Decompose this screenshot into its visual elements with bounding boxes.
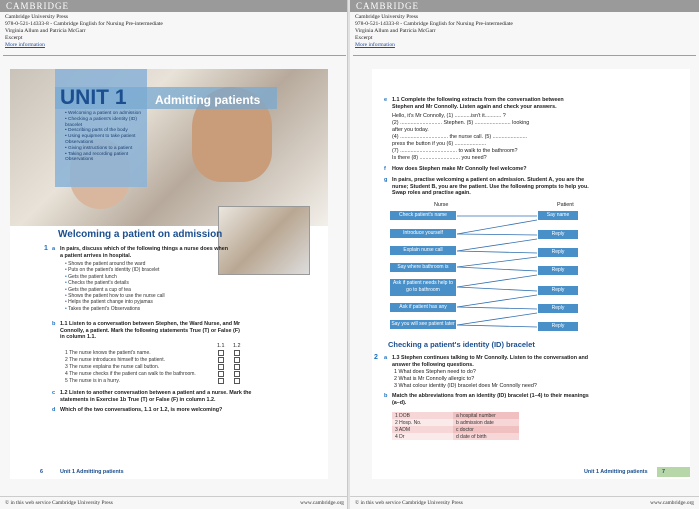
checkbox[interactable] <box>234 364 240 370</box>
page-footer <box>350 496 699 509</box>
list-item: • Checks the patient's details <box>65 280 235 286</box>
book-page-7 <box>372 69 690 479</box>
exercise-letter: c <box>52 390 56 396</box>
checkbox[interactable] <box>234 350 240 356</box>
checkbox[interactable] <box>218 350 224 356</box>
exercise-letter: b <box>384 393 388 399</box>
exercise-number: 2 <box>374 354 378 361</box>
exercise-1a-list <box>65 261 235 312</box>
list-item: • Gets the patient lunch <box>65 274 235 280</box>
nurse-prompt-box: Explain nurse call <box>390 246 456 255</box>
exercise-letter: g <box>384 177 388 183</box>
exercise-letter: b <box>52 321 56 327</box>
column-1-1: 1.1 <box>217 343 225 349</box>
checkbox[interactable] <box>234 357 240 363</box>
arrow-line <box>457 251 537 253</box>
exercise-letter: a <box>52 246 56 252</box>
objective-item: • Welcoming a patient on admission <box>65 111 145 117</box>
exercise-2a-instruction: 1.3 Stephen continues talking to Mr Connolly. Listen to the conversation and answer the following questions. <box>392 355 589 368</box>
nurse-prompt-box: Say where bathroom is <box>390 263 456 272</box>
nurse-column-head: Nurse <box>434 202 449 208</box>
unit-title: Admitting patients <box>155 93 261 107</box>
table-row <box>392 433 519 440</box>
abbreviation-table <box>392 412 519 440</box>
objective-item: • Using equipment to take patient Observations <box>65 134 145 146</box>
nurse-prompt-box: Ask if patient has any questions <box>390 303 456 312</box>
running-footer: Unit 1 Admitting patients <box>60 469 124 475</box>
arrow-line <box>457 307 537 309</box>
isbn-title: 978-0-521-14333-8 - Cambridge English for Nursing Pre-intermediate <box>5 21 163 27</box>
exercise-2b-instruction: Match the abbreviations from an identity (ID) bracelet (1–4) to their meanings (a–d). <box>392 393 589 406</box>
exercise-letter: f <box>384 166 386 172</box>
abbreviation-cell: 4 Dr <box>395 433 405 440</box>
exercise-1f-instruction: How does Stephen make Mr Connolly feel welcome? <box>392 166 527 172</box>
arrow-line <box>457 275 537 287</box>
nurse-prompt-box: Introduce yourself <box>390 229 456 238</box>
patient-column-head: Patient <box>557 202 574 208</box>
patient-prompt-box: Say name <box>538 211 578 220</box>
patient-prompt-box: Reply <box>538 266 578 275</box>
more-information-link[interactable]: More information <box>355 42 395 48</box>
question: 2 What is Mr Connolly allergic to? <box>394 376 475 382</box>
exercise-1d-instruction: Which of the two conversations, 1.1 or 1.2, is more welcoming? <box>60 407 223 413</box>
meaning-cell: b admission date <box>453 419 519 426</box>
section-heading: Welcoming a patient on admission <box>58 229 223 240</box>
left-page <box>0 0 349 509</box>
excerpt-label: Excerpt <box>355 35 373 41</box>
question: 3 What colour identity (ID) bracelet does Mr Connolly need? <box>394 383 537 389</box>
copyright: © in this web service Cambridge University Press <box>355 500 463 506</box>
objective-item: • Taking and recording patient Observations <box>65 152 145 164</box>
divider <box>353 55 696 56</box>
exercise-1e-instruction: 1.1 Complete the following extracts from the conversation between Stephen and Mr Connolly. Listen again and check your answers. <box>392 97 564 110</box>
abbreviation-cell: 1 DOB <box>395 412 411 419</box>
list-item: • Shows the patient how to use the nurse call <box>65 293 235 299</box>
meaning-cell: a hospital number <box>453 412 519 419</box>
extract-line: after you today. <box>392 127 429 133</box>
column-1-2: 1.2 <box>233 343 241 349</box>
arrow-line <box>457 257 537 267</box>
patient-prompt-box: Reply <box>538 248 578 257</box>
nurse-prompt-box: Ask if patient needs help to go to bathroom <box>390 279 456 296</box>
exercise-1g-instruction: In pairs, practise welcoming a patient on admission. Student A, you are the nurse; Student B, you are the patient. Use the following prompts to help you. Swap roles and practise again. <box>392 177 589 197</box>
page-number: 6 <box>40 469 43 475</box>
section-heading: Checking a patient's identity (ID) bracelet <box>388 340 535 349</box>
question: 1 What does Stephen need to do? <box>394 369 476 375</box>
abbreviation-cell: 2 Hosp. No. <box>395 419 422 426</box>
book-metadata <box>0 12 349 49</box>
extract-line: (4) ................................ the nurse call. (5) ....................... <box>392 134 528 140</box>
more-information-link[interactable]: More information <box>5 42 45 48</box>
extract-line: Hello, it's Mr Connolly, (1) ...........isn't it........... ? <box>392 113 506 119</box>
website-link[interactable]: www.cambridge.org <box>650 500 694 506</box>
excerpt-label: Excerpt <box>5 35 23 41</box>
checkbox[interactable] <box>234 371 240 377</box>
objective-item: • Checking a patient's identity (ID) bracelet <box>65 117 145 129</box>
patient-prompt-box: Reply <box>538 322 578 331</box>
arrow-line <box>457 239 537 251</box>
isbn-title: 978-0-521-14333-8 - Cambridge English for Nursing Pre-intermediate <box>355 21 513 27</box>
table-row <box>392 426 519 433</box>
meaning-cell: c doctor <box>453 426 519 433</box>
checkbox[interactable] <box>218 357 224 363</box>
exercise-letter: a <box>384 355 388 361</box>
list-item: • Helps the patient change into pyjamas <box>65 299 235 305</box>
right-page <box>350 0 699 509</box>
arrow-line <box>457 234 537 235</box>
arrow-line <box>457 267 537 271</box>
nurse-prompt-box: Check patient's name <box>390 211 456 220</box>
statement-row: 2 The nurse introduces himself to the patient. <box>65 357 165 363</box>
arrow-line <box>457 287 537 291</box>
extract-line: (2) ............................ Stephen. (5) ........................ looking <box>392 120 530 126</box>
nurse-prompt-box: Say you will see patient later <box>391 321 455 327</box>
unit-number: UNIT 1 <box>60 86 127 109</box>
divider <box>3 55 346 56</box>
table-row <box>392 419 519 426</box>
exercise-1b-instruction: 1.1 Listen to a conversation between Stephen, the Ward Nurse, and Mr Connolly, a patient. Mark the following statements True (T) or False (F) in column 1.1. <box>60 321 241 341</box>
website-link[interactable]: www.cambridge.org <box>300 500 344 506</box>
patient-prompt-box: Reply <box>538 286 578 295</box>
statement-row: 3 The nurse explains the nurse call button. <box>65 364 160 370</box>
exercise-number: 1 <box>44 245 48 252</box>
list-item: • Gets the patient a cup of tea <box>65 287 235 293</box>
checkbox[interactable] <box>218 364 224 370</box>
cambridge-logo: CAMBRIDGE <box>350 0 699 12</box>
arrow-line <box>457 313 537 325</box>
publisher: Cambridge University Press <box>5 14 69 20</box>
patient-prompt-box: Reply <box>538 304 578 313</box>
objective-item: • Describing parts of the body <box>65 128 145 134</box>
list-item: • Shows the patient around the ward <box>65 261 235 267</box>
arrow-line <box>457 295 537 307</box>
statement-row: 1 The nurse knows the patient's name. <box>65 350 151 356</box>
checkbox[interactable] <box>218 371 224 377</box>
list-item: • Takes the patient's Observations <box>65 306 235 312</box>
statement-row: 5 The nurse is in a hurry. <box>65 378 120 384</box>
extract-line: (7) ...................................... to walk to the bathroom? <box>392 148 518 154</box>
page-number: 7 <box>662 469 665 475</box>
cambridge-logo: CAMBRIDGE <box>0 0 349 12</box>
arrow-line <box>457 220 537 234</box>
statement-row: 4 The nurse checks if the patient can walk to the bathroom. <box>65 371 196 377</box>
publisher: Cambridge University Press <box>355 14 419 20</box>
book-metadata <box>350 12 699 49</box>
checkbox[interactable] <box>234 378 240 384</box>
table-row <box>392 412 519 419</box>
objective-item: • Giving instructions to a patient <box>65 146 145 152</box>
unit-objectives <box>65 111 145 163</box>
extract-line: press the button if you (6) ..................... <box>392 141 487 147</box>
page-footer <box>0 496 349 509</box>
patient-prompt-box: Reply <box>538 230 578 239</box>
arrow-line <box>457 325 537 327</box>
extract-line: Is there (8) ........................... you need? <box>392 155 487 161</box>
authors: Virginia Allum and Patricia McGarr <box>5 28 86 34</box>
book-page-6 <box>10 69 328 479</box>
running-footer: Unit 1 Admitting patients <box>584 469 648 475</box>
copyright: © in this web service Cambridge University Press <box>5 500 113 506</box>
list-item: • Puts on the patient's identity (ID) bracelet <box>65 267 235 273</box>
authors: Virginia Allum and Patricia McGarr <box>355 28 436 34</box>
checkbox[interactable] <box>218 378 224 384</box>
abbreviation-cell: 3 ADM <box>395 426 411 433</box>
meaning-cell: d date of birth <box>453 433 519 440</box>
exercise-1c-instruction: 1.2 Listen to another conversation between a patient and a nurse. Mark the statements in Exercise 1b True (T) or False (F) in column 1.2. <box>60 390 252 403</box>
exercise-letter: e <box>384 97 388 103</box>
exercise-letter: d <box>52 407 56 413</box>
exercise-1a-instruction: In pairs, discuss which of the following things a nurse does when a patient arrives in hospital. <box>60 246 229 259</box>
